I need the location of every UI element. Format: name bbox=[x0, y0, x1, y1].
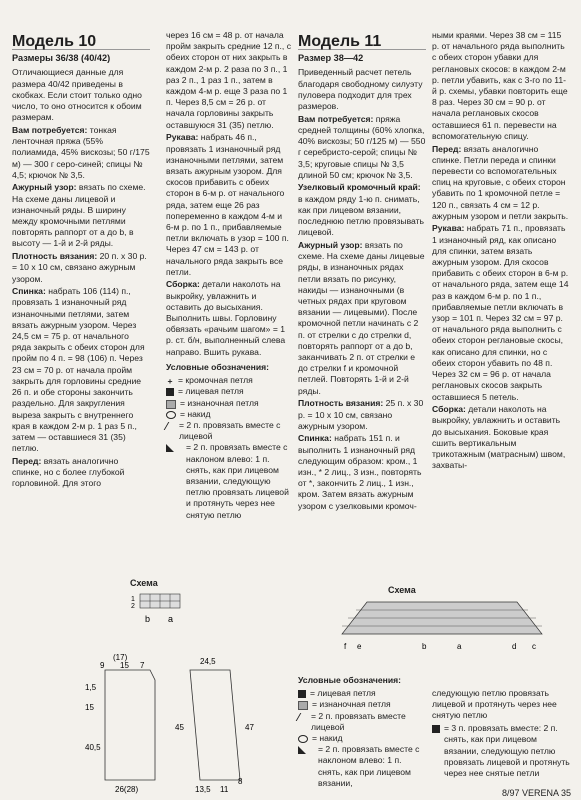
front-text: вязать аналогично спинке. Петли переда и спинки перевести со вспомогательных спиц на круговые, с обеих сторон убавить по 1 кромочной петле = 120 п., связать 4 см = 12 р. ажурным узором и петли закрыть. bbox=[432, 143, 569, 221]
model11-assembly bbox=[432, 404, 570, 471]
model11-size: Размер 38—42 bbox=[298, 53, 364, 64]
back-head: Спинка: bbox=[298, 433, 332, 444]
model10-assembly bbox=[166, 279, 291, 357]
model10-title: Модель 10 bbox=[12, 36, 150, 50]
pattern-diagram bbox=[80, 650, 260, 798]
materials-head: Вам потребуется: bbox=[12, 124, 88, 135]
sleeve-text: набрать 46 п., провязать 1 изнаночный ряд изнаночными петлями, затем вязать ажурным узором. Для скосов прибавить с обеих сторон в 6-м р. от начального ряда, затем еще 26 раз попеременно в каждом 4-м и 6-м р. по 1 п., прибавляемые петли включать в узор = 100 п. Через 47 см = 143 р. от начального ряда закрыть все петли. bbox=[166, 132, 289, 277]
model11-intro: Приведенный расчет петель благодаря свободному силуэту пуловера подходит для трех размеров. bbox=[298, 67, 423, 112]
dim-8: 26(28) bbox=[115, 785, 139, 794]
density-text: 20 п. х 30 р. = 10 х 10 см, связано ажурным узором. bbox=[12, 251, 147, 284]
assembly-head: Сборка: bbox=[432, 404, 466, 415]
model11-density bbox=[298, 398, 426, 432]
ssk-icon bbox=[166, 444, 182, 452]
legend2-text: = изнаночная петля bbox=[312, 699, 391, 710]
k2tog-icon bbox=[296, 713, 310, 721]
legend2-item bbox=[298, 699, 426, 710]
model10-materials bbox=[12, 125, 150, 181]
legend2-text: = 2 п. провязать вместе лицевой bbox=[311, 710, 406, 732]
knit-stitch-icon bbox=[166, 388, 174, 396]
legend1-item bbox=[166, 420, 291, 442]
dim-3: 15 bbox=[120, 661, 129, 670]
schema2-mark-c: c bbox=[532, 642, 536, 651]
dim-1: (17) bbox=[113, 653, 128, 662]
legend1-text: = 2 п. провязать вместе с наклоном влево: 1 п. снять, как при лицевом вязании, следующую петлю провязать лицевой и протянуть через нее снятую петлю bbox=[186, 442, 289, 520]
model11-pattern bbox=[298, 240, 426, 397]
ssk-icon bbox=[298, 746, 314, 754]
dim-11: 45 bbox=[175, 723, 184, 732]
model11-edge bbox=[298, 182, 426, 238]
yarn-over-icon bbox=[166, 411, 176, 419]
dim-6: 15 bbox=[85, 703, 94, 712]
sleeve-head: Рукава: bbox=[166, 132, 199, 143]
front-text: вязать аналогично спинке, но с более глубокой горловиной. Для этого bbox=[12, 455, 125, 489]
sleeve-text: набрать 71 п., провязать 1 изнаночный ряд, как описано для спинки, затем вязать ажурным узором. Для скосов прибавить с обеих сторон в 6-м р. от начального ряда, затем еще 14 раз в каждом 6-м р. по 1 п., прибавляемые петли включать в узор = 101 п. Через 32 см = 97 р. от начального ряда выполнить с обеих сторон реглановые скосы, как описано для спинки, но с обеих сторон убавить по 48 п. Через 32 см = 96 р. от начала реглановых скосов закрыть оставшиеся 5 петель. bbox=[432, 223, 569, 402]
schema2-label: Схема bbox=[388, 585, 416, 595]
dim-12: 13,5 bbox=[195, 785, 211, 794]
legend2-text: = накид bbox=[312, 733, 343, 744]
column-model10-cont bbox=[166, 30, 291, 521]
dim-7: 40,5 bbox=[85, 743, 101, 752]
legend2-item bbox=[298, 744, 426, 789]
schema1-mark-b: b bbox=[145, 614, 151, 624]
model11-title: Модель 11 bbox=[298, 36, 426, 50]
legend1-text: = 2 п. провязать вместе с лицевой bbox=[179, 419, 281, 442]
page-footer: 8/97 VERENA 35 bbox=[501, 788, 571, 798]
pattern-head: Ажурный узор: bbox=[12, 182, 77, 193]
sleeve-pattern-shape bbox=[190, 670, 240, 780]
model10-back bbox=[12, 286, 150, 454]
knit-stitch-icon bbox=[298, 690, 306, 698]
model10-density bbox=[12, 251, 150, 285]
schema1-chart bbox=[128, 590, 188, 630]
schema2-mark-d: d bbox=[512, 642, 517, 651]
legend1-item bbox=[166, 386, 291, 397]
assembly-head: Сборка: bbox=[166, 279, 200, 290]
model10-size: Размеры 36/38 (40/42) bbox=[12, 53, 111, 64]
schema2-mark-b: b bbox=[422, 642, 427, 651]
dim-13: 11 bbox=[220, 785, 229, 794]
column-model10 bbox=[12, 33, 150, 491]
dim-5: 1,5 bbox=[85, 683, 97, 692]
legend1-text: = лицевая петля bbox=[178, 386, 244, 397]
front-head: Перед: bbox=[432, 143, 462, 154]
back-head: Спинка: bbox=[12, 286, 46, 297]
legend2-right-text: следующую петлю провязать лицевой и протянуть через нее снятую петлю bbox=[432, 688, 557, 721]
purl-stitch-icon bbox=[298, 701, 308, 710]
sleeve-head: Рукава: bbox=[432, 223, 465, 234]
dim-9: 24,5 bbox=[200, 657, 216, 666]
legend2-text: = лицевая петля bbox=[310, 688, 376, 699]
density-head: Плотность вязания: bbox=[12, 251, 98, 262]
dim-2: 9 bbox=[100, 661, 105, 670]
density-head: Плотность вязания: bbox=[298, 398, 384, 409]
legend2-cont bbox=[432, 688, 570, 779]
legend2-item bbox=[432, 723, 570, 779]
dim-4: 7 bbox=[140, 661, 145, 670]
schema1-row-2: 2 bbox=[131, 603, 135, 610]
legend2 bbox=[298, 671, 426, 789]
model10-sleeve bbox=[166, 132, 291, 278]
pattern-head: Ажурный узор: bbox=[298, 239, 363, 250]
edge-text: в каждом ряду 1-ю п. снимать, как при лицевом вязании, последнюю петлю провязывать лицевой. bbox=[298, 193, 425, 238]
dim-10: 47 bbox=[245, 723, 254, 732]
front-head: Перед: bbox=[12, 455, 42, 466]
legend1-text: = кромочная петля bbox=[178, 375, 253, 386]
purl-stitch-icon bbox=[166, 400, 176, 409]
yarn-over-icon bbox=[298, 735, 308, 743]
assembly-text: детали наколоть на выкройку, увлажнить и оставить до высыхания. Боковые края сшить вертикальным трикотажным (матрасным) швом, захваты- bbox=[432, 404, 566, 471]
schema1-row-1: 1 bbox=[131, 596, 135, 603]
back-text: набрать 151 п. и выполнить 1 изнаночный ряд следующим образом: кром., 1 изн., * 2 лиц., 3 изн., повторять от *, закончить 2 лиц., 1 изн., кром. Затем вязать ажурным узором с узелковыми кромоч- bbox=[298, 433, 422, 511]
model11-back-cont: ными краями. Через 38 см = 115 р. от начального ряда выполнить с обеих сторон убавки для реглановых скосов: в каждом 2-м р. петли убавить, как с 3-го по 11-й р. схемы, убавки повторить еще 8 раз. Через 30 см = 90 р. от начала реглановых скосов оставшиеся 61 п. перевести на вспомогательную спицу. bbox=[432, 30, 568, 141]
legend1-item bbox=[166, 398, 291, 409]
legend2-text: = 2 п. провязать вместе с наклоном влево: 1 п. снять, как при лицевом вязании, bbox=[318, 744, 420, 788]
schema2-mark-e: e bbox=[357, 642, 362, 651]
k3tog-icon bbox=[432, 725, 440, 733]
legend1-text: = изнаночная петля bbox=[180, 397, 259, 408]
legend1-item bbox=[166, 409, 291, 420]
model10-front-cont: через 16 см = 48 р. от начала пройм закрыть средние 12 п., с обеих сторон от них закрыть в каждом 2-м р. 2 раза по 3 п., 1 раз 2 п., 1 раз 1 п., затем в каждом 4-м р. еще 3 раза по 1 п. Через 8,5 см = 26 р. от начала горловины закрыть оставшуюся 31 (35) петлю. bbox=[166, 30, 291, 130]
legend1-item bbox=[166, 375, 291, 386]
front-pattern-shape bbox=[105, 670, 155, 780]
schema2-mark-f: f bbox=[344, 642, 347, 651]
schema1-mark-a: a bbox=[168, 614, 174, 624]
legend2-item bbox=[298, 711, 426, 733]
model11-front bbox=[432, 144, 570, 222]
edge-head: Узелковый кромочный край: bbox=[298, 182, 421, 193]
model10-intro: Отличающиеся данные для размера 40/42 приведены в скобках. Если стоит только одно число, то оно относится к обоим размерам. bbox=[12, 67, 142, 123]
pattern-text: вязать по схеме. На схеме даны лицевой и изнаночный ряды. В ширину между кромочными петлями повторять раппорт от a до b, в высоту — 1-й и 2-й ряды. bbox=[12, 182, 146, 249]
materials-head: Вам потребуется: bbox=[298, 113, 374, 124]
model10-front bbox=[12, 456, 150, 490]
assembly-text: детали наколоть на выкройку, увлажнить и оставить до высыхания. Выполнить швы. Горловину обвязать «рачьим шагом» = 1 р. ст. б/н, выполненный слева направо. Вшить рукава. bbox=[166, 279, 286, 357]
pattern-text: вязать по схеме. На схеме даны лицевые ряды, в изнаночных рядах петли вязать по рисунку, накиды — изнаночными (в четных рядах при круговом вязании — лицевыми). После кромочной петли начинать с 2 п. от стрелки c до стрелки d, повторять раппорт от a до b, заканчивать 2 п. от стрелки e до стрелки f и кромочной петлей. Повторять 1-й и 2-й ряды. bbox=[298, 239, 425, 396]
column-model11-cont bbox=[432, 30, 570, 473]
model10-pattern bbox=[12, 182, 150, 249]
schema2-mark-a: a bbox=[457, 642, 462, 651]
k2tog-icon bbox=[164, 422, 178, 430]
materials-text: пряжа средней толщины (60% хлопка, 40% вискозы; 50 г/125 м) — 550 г серебристо-серой; спицы № 3,5; круговые спицы № 3,5 длиной 50 см; крючок № 3,5. bbox=[298, 113, 426, 180]
legend1-title: Условные обозначения: bbox=[166, 361, 269, 372]
legend1-text: = накид bbox=[180, 408, 211, 419]
legend2-text: = 3 п. провязать вместе: 2 п. снять, как при лицевом вязании, следующую петлю провязать лицевой и протянуть через нее снятые петли bbox=[444, 723, 570, 778]
legend2-item bbox=[298, 688, 426, 699]
model11-sleeve bbox=[432, 223, 570, 402]
edge-stitch-icon: + bbox=[167, 376, 173, 387]
density-text: 25 п. х 30 р. = 10 х 10 см, связано ажурным узором. bbox=[298, 398, 424, 431]
legend1-item bbox=[166, 442, 291, 520]
schema1-label: Схема bbox=[130, 578, 158, 588]
model11-materials bbox=[298, 114, 426, 181]
back-text: набрать 106 (114) п., провязать 1 изнаночный ряд изнаночными петлями, затем вязать ажурным узором. Через 24,5 см = 75 р. от начального ряда закрыть с обеих сторон для пройм по 4 п. = 98 (106) п. Через 23 см = 70 р. от начала пройм закрыть для горловины средние 26 п. и обе стороны закончить раздельно. Для закругления выреза закрыть с внутреннего края в каждом 2-м р. 1 раз 5 п., затем — оставшиеся 31 (35) петлю. bbox=[12, 286, 145, 454]
schema2-chart bbox=[332, 594, 562, 654]
column-model11 bbox=[298, 33, 426, 513]
dim-14: 8 bbox=[238, 777, 243, 786]
legend2-title: Условные обозначения: bbox=[298, 675, 401, 685]
schema1-grid bbox=[140, 594, 180, 608]
legend2-item bbox=[298, 733, 426, 744]
model11-back bbox=[298, 433, 426, 511]
materials-text: тонкая ленточная пряжа (55% полиамида, 45% вискозы; 50 г/175 м) — 300 г серо-синей; спицы № 4,5; крючок № 3,5. bbox=[12, 124, 150, 180]
